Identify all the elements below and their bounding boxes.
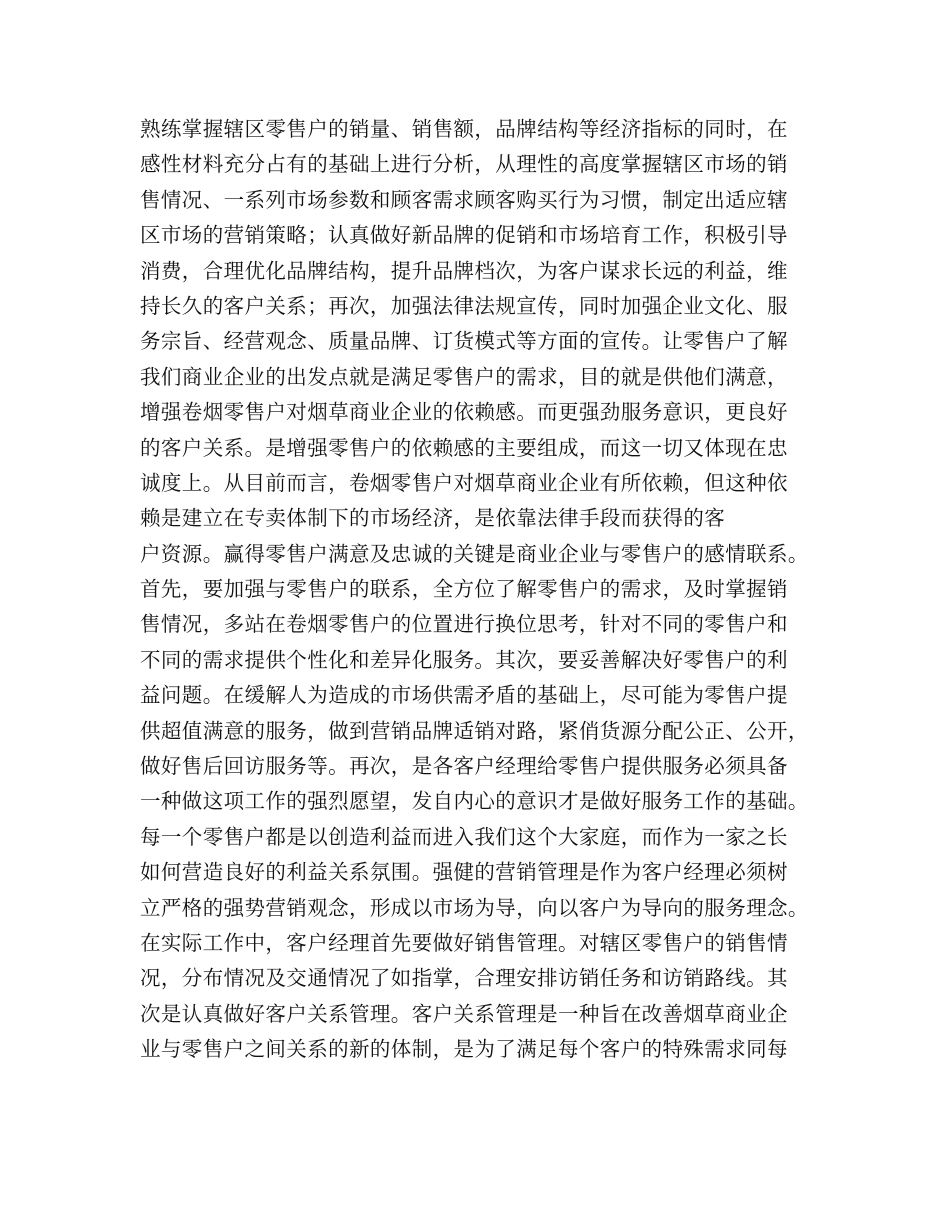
text-line: 售情况，多站在卷烟零售户的位置进行换位思考，针对不同的零售户和 <box>140 612 788 637</box>
text-line: 不同的需求提供个性化和差异化服务。其次，要妥善解决好零售户的利 <box>140 647 788 672</box>
text-line: 做好售后回访服务等。再次，是各客户经理给零售户提供服务必须具备 <box>140 754 788 779</box>
text-line: 的客户关系。是增强零售户的依赖感的主要组成，而这一切又体现在忠 <box>140 435 788 460</box>
text-line: 况，分布情况及交通情况了如指掌，合理安排访销任务和访销路线。其 <box>140 966 788 991</box>
text-line: 供超值满意的服务，做到营销品牌适销对路，紧俏货源分配公正、公开， <box>140 718 809 743</box>
body-text <box>140 112 840 1068</box>
text-line: 赖是建立在专卖体制下的市场经济，是依靠法律手段而获得的客 <box>140 506 726 531</box>
text-line: 售情况、一系列市场参数和顾客需求顾客购买行为习惯，制定出适应辖 <box>140 187 788 212</box>
text-line: 务宗旨、经营观念、质量品牌、订货模式等方面的宣传。让零售户了解 <box>140 329 788 354</box>
text-line: 益问题。在缓解人为造成的市场供需矛盾的基础上，尽可能为零售户提 <box>140 683 788 708</box>
text-line: 持长久的客户关系；再次，加强法律法规宣传，同时加强企业文化、服 <box>140 293 788 318</box>
text-line: 次是认真做好客户关系管理。客户关系管理是一种旨在改善烟草商业企 <box>140 1001 788 1026</box>
text-line: 我们商业企业的出发点就是满足零售户的需求，目的就是供他们满意， <box>140 364 788 389</box>
text-line: 在实际工作中，客户经理首先要做好销售管理。对辖区零售户的销售情 <box>140 930 788 955</box>
text-line: 一种做这项工作的强烈愿望，发自内心的意识才是做好服务工作的基础。 <box>140 789 809 814</box>
text-line: 立严格的强势营销观念，形成以市场为导，向以客户为导向的服务理念。 <box>140 895 809 920</box>
text-line: 如何营造良好的利益关系氛围。强健的营销管理是作为客户经理必须树 <box>140 860 788 885</box>
text-line: 区市场的营销策略；认真做好新品牌的促销和市场培育工作，积极引导 <box>140 223 788 248</box>
text-line: 首先，要加强与零售户的联系，全方位了解零售户的需求，及时掌握销 <box>140 577 788 602</box>
text-line: 感性材料充分占有的基础上进行分析，从理性的高度掌握辖区市场的销 <box>140 152 788 177</box>
text-line: 户资源。赢得零售户满意及忠诚的关键是商业企业与零售户的感情联系。 <box>140 541 809 566</box>
text-line: 增强卷烟零售户对烟草商业企业的依赖感。而更强劲服务意识，更良好 <box>140 400 788 425</box>
text-line: 每一个零售户都是以创造利益而进入我们这个大家庭，而作为一家之长 <box>140 824 788 849</box>
text-line: 诚度上。从目前而言，卷烟零售户对烟草商业企业有所依赖，但这种依 <box>140 470 788 495</box>
text-line: 业与零售户之间关系的新的体制，是为了满足每个客户的特殊需求同每 <box>140 1037 788 1062</box>
text-line: 熟练掌握辖区零售户的销量、销售额，品牌结构等经济指标的同时，在 <box>140 117 788 141</box>
text-line: 消费，合理优化品牌结构，提升品牌档次，为客户谋求长远的利益，维 <box>140 258 788 283</box>
